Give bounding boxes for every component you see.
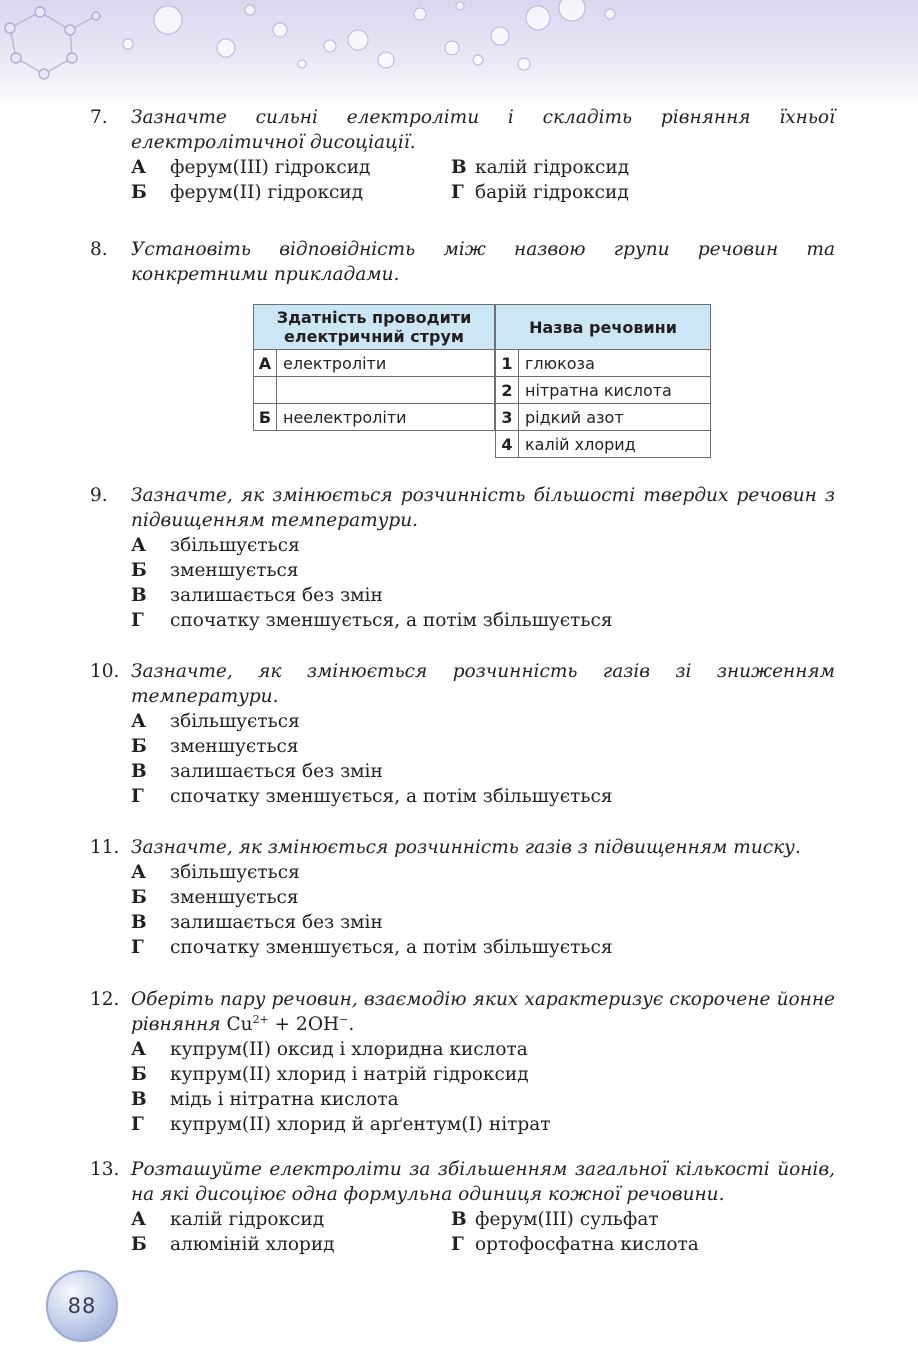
- question-stem: Установіть відповідність між назвою групи речовин та конкретними прикладами.: [131, 239, 835, 285]
- question-stem: Розташуйте електроліти за збільшенням загальної кількості йонів, на які дисоціює одна формульна одиниця кожної речовини.: [131, 1159, 835, 1205]
- question-number: 11.: [90, 837, 120, 858]
- table-row: А електроліти: [254, 350, 495, 377]
- option-g: Г спочатку зменшується, а потім збільшується: [131, 786, 613, 807]
- page-number: 88: [46, 1270, 118, 1342]
- answer-options: [131, 709, 835, 809]
- option-v: В залишається без змін: [131, 912, 383, 933]
- question-stem: Зазначте сильні електроліти і складіть рівняння їхньої електролітичної дисоціації.: [131, 107, 835, 153]
- question-number: 7.: [90, 107, 108, 128]
- question-11: [90, 835, 835, 960]
- option-v: В ферум(III) сульфат: [451, 1209, 659, 1230]
- answer-options: [131, 860, 835, 960]
- ionic-formula: $Cu^{2+} + 2OH^-$.: [226, 1012, 355, 1035]
- question-12: [90, 987, 835, 1137]
- header-decoration: [0, 0, 918, 110]
- option-a: А калій гідроксид: [131, 1209, 325, 1230]
- option-a: А збільшується: [131, 862, 300, 883]
- question-9: [90, 483, 835, 633]
- question-8: [90, 237, 835, 287]
- option-g: Г барій гідроксид: [451, 182, 629, 203]
- question-stem: Зазначте, як змінюється розчинність газів зі зниженням температури.: [131, 661, 835, 707]
- question-number: 13.: [90, 1159, 120, 1180]
- question-number: 8.: [90, 239, 108, 260]
- option-a: А збільшується: [131, 711, 300, 732]
- molecule-bubbles-icon: [0, 0, 918, 110]
- left-header: Здатність проводити електричний струм: [254, 305, 495, 350]
- right-header: Назва речовини: [496, 305, 711, 350]
- table-row: 1 глюкоза: [496, 350, 711, 377]
- answer-options: [131, 1207, 835, 1257]
- question-stem: Зазначте, як змінюється розчинність більшості твердих речовин з підвищенням температури.: [131, 485, 835, 531]
- option-v: В мідь і нітратна кислота: [131, 1089, 399, 1110]
- option-v: В залишається без змін: [131, 761, 383, 782]
- table-row: 4 калій хлорид: [496, 431, 711, 458]
- question-13: [90, 1157, 835, 1257]
- option-b: Б купрум(II) хлорид і натрій гідроксид: [131, 1064, 529, 1085]
- question-number: 9.: [90, 485, 108, 506]
- option-a: А купрум(II) оксид і хлоридна кислота: [131, 1039, 528, 1060]
- option-b: Б алюміній хлорид: [131, 1234, 335, 1255]
- answer-options: [131, 155, 835, 205]
- option-g: Г купрум(II) хлорид й арґентум(I) нітрат: [131, 1114, 551, 1135]
- table-row: 2 нітратна кислота: [496, 377, 711, 404]
- option-b: Б зменшується: [131, 887, 299, 908]
- table-row: 3 рідкий азот: [496, 404, 711, 431]
- right-table: [495, 304, 711, 458]
- option-v: В залишається без змін: [131, 585, 383, 606]
- table-row: [254, 377, 495, 404]
- question-number: 12.: [90, 989, 120, 1010]
- option-b: Б ферум(II) гідроксид: [131, 182, 364, 203]
- option-a: А збільшується: [131, 535, 300, 556]
- option-g: Г спочатку зменшується, а потім збільшується: [131, 610, 613, 631]
- left-table: [253, 304, 495, 431]
- table-row: Б неелектроліти: [254, 404, 495, 431]
- question-10: [90, 659, 835, 809]
- answer-options: [131, 1037, 835, 1137]
- option-b: Б зменшується: [131, 736, 299, 757]
- question-7: [90, 105, 835, 205]
- question-stem: Зазначте, як змінюється розчинність газів з підвищенням тиску.: [131, 837, 801, 858]
- option-b: Б зменшується: [131, 560, 299, 581]
- question-number: 10.: [90, 661, 120, 682]
- answer-options: [131, 533, 835, 633]
- option-a: А ферум(III) гідроксид: [131, 157, 371, 178]
- option-g: Г спочатку зменшується, а потім збільшується: [131, 937, 613, 958]
- option-g: Г ортофосфатна кислота: [451, 1234, 699, 1255]
- option-v: В калій гідроксид: [451, 157, 630, 178]
- question-stem: Оберіть пару речовин, взаємодію яких характеризує скорочене йонне рівняння $Cu^{2+} + 2OH^-$.: [131, 989, 835, 1035]
